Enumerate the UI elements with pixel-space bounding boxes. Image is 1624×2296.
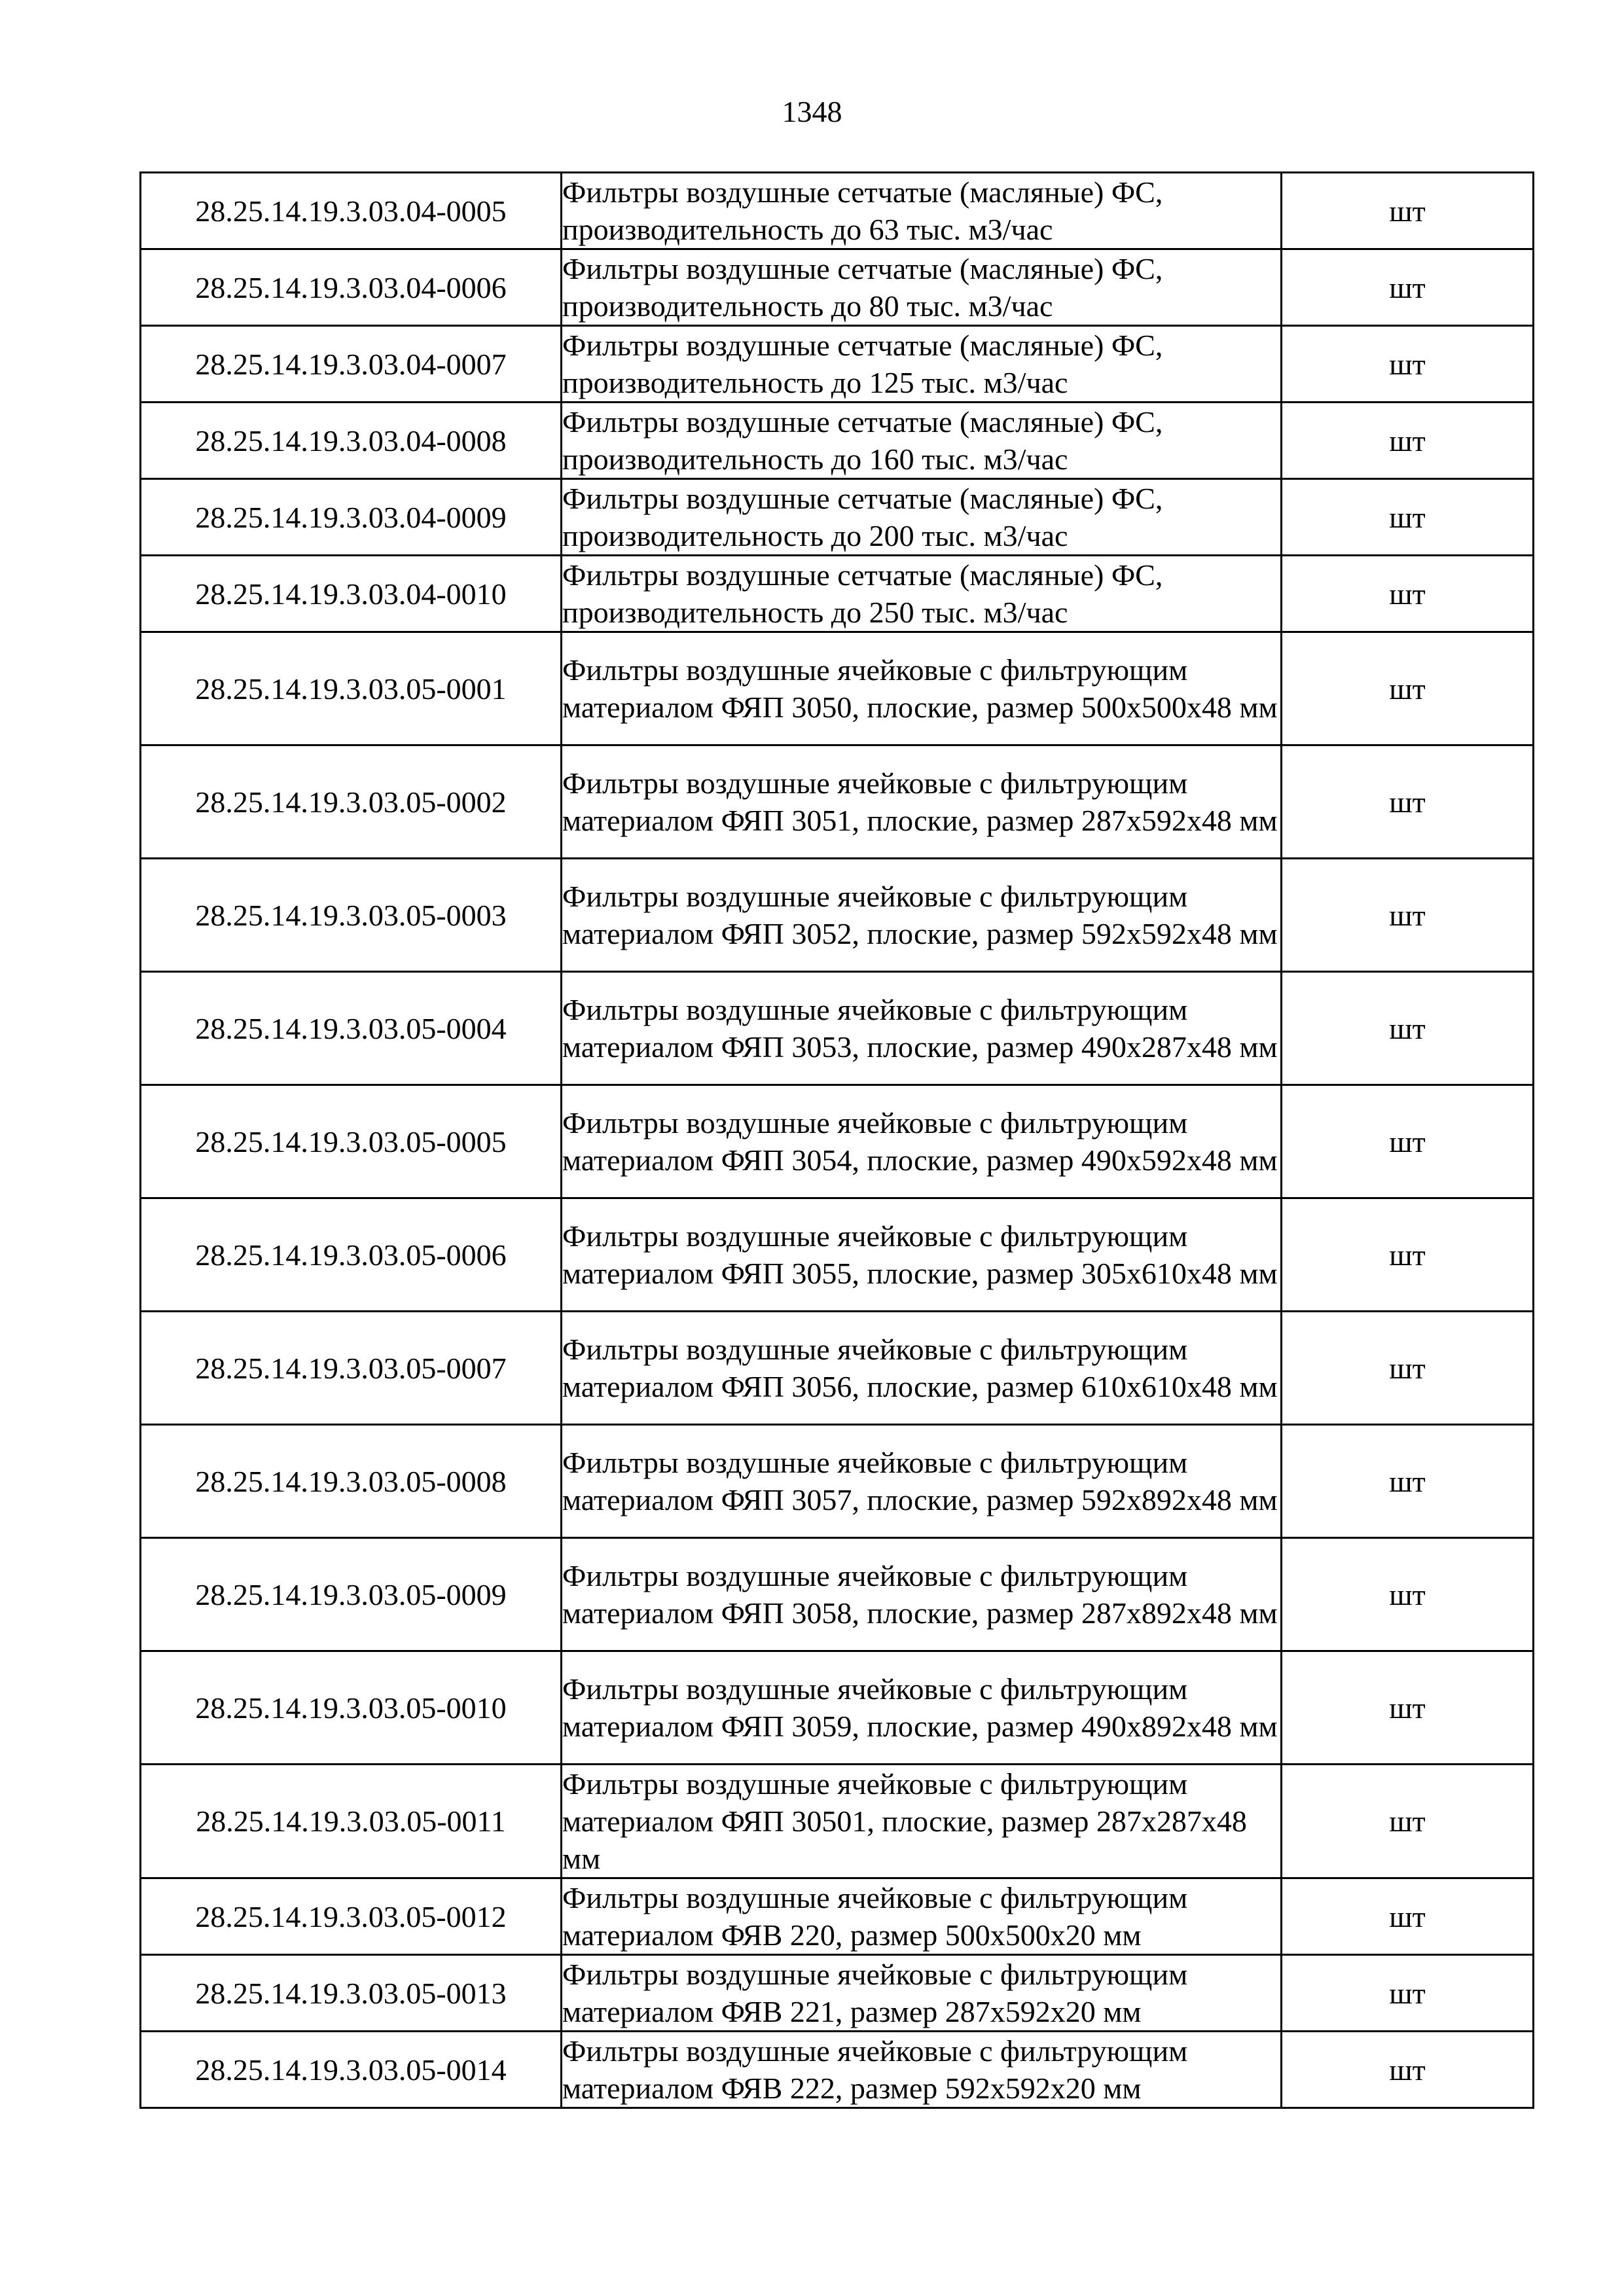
table-row bbox=[141, 1198, 1534, 1312]
item-unit: шт bbox=[1282, 556, 1534, 632]
item-description: Фильтры воздушные ячейковые с фильтрующим материалом ФЯП 3053, плоские, размер 490х287х48 мм bbox=[562, 972, 1282, 1085]
table-row bbox=[141, 1765, 1534, 1878]
item-unit: шт bbox=[1282, 745, 1534, 859]
item-description: Фильтры воздушные ячейковые с фильтрующим материалом ФЯП 3051, плоские, размер 287х592х48 мм bbox=[562, 745, 1282, 859]
item-description: Фильтры воздушные ячейковые с фильтрующим материалом ФЯП 3052, плоские, размер 592х592х48 мм bbox=[562, 859, 1282, 972]
item-code: 28.25.14.19.3.03.04-0005 bbox=[141, 173, 562, 249]
item-unit: шт bbox=[1282, 1651, 1534, 1765]
page-number: 1348 bbox=[782, 95, 842, 128]
item-unit: шт bbox=[1282, 632, 1534, 745]
table-row bbox=[141, 1425, 1534, 1538]
item-code: 28.25.14.19.3.03.05-0013 bbox=[141, 1955, 562, 2032]
item-description: Фильтры воздушные ячейковые с фильтрующим материалом ФЯП 3058, плоские, размер 287х892х48 мм bbox=[562, 1538, 1282, 1651]
item-description: Фильтры воздушные ячейковые с фильтрующим материалом ФЯП 3056, плоские, размер 610х610х48 мм bbox=[562, 1312, 1282, 1425]
item-unit: шт bbox=[1282, 972, 1534, 1085]
item-unit: шт bbox=[1282, 1765, 1534, 1878]
table-row bbox=[141, 2032, 1534, 2108]
table-row bbox=[141, 403, 1534, 479]
item-description: Фильтры воздушные сетчатые (масляные) ФС, производительность до 80 тыс. м3/час bbox=[562, 249, 1282, 326]
table-row bbox=[141, 1085, 1534, 1198]
item-unit: шт bbox=[1282, 1425, 1534, 1538]
item-unit: шт bbox=[1282, 1878, 1534, 1955]
table-row bbox=[141, 173, 1534, 249]
item-unit: шт bbox=[1282, 1538, 1534, 1651]
item-unit: шт bbox=[1282, 859, 1534, 972]
item-code: 28.25.14.19.3.03.04-0009 bbox=[141, 479, 562, 556]
item-code: 28.25.14.19.3.03.05-0004 bbox=[141, 972, 562, 1085]
item-description: Фильтры воздушные сетчатые (масляные) ФС, производительность до 250 тыс. м3/час bbox=[562, 556, 1282, 632]
item-unit: шт bbox=[1282, 326, 1534, 403]
table-row bbox=[141, 326, 1534, 403]
table-row bbox=[141, 1878, 1534, 1955]
item-description: Фильтры воздушные ячейковые с фильтрующим материалом ФЯП 3055, плоские, размер 305х610х48 мм bbox=[562, 1198, 1282, 1312]
item-unit: шт bbox=[1282, 2032, 1534, 2108]
item-code: 28.25.14.19.3.03.05-0010 bbox=[141, 1651, 562, 1765]
table-row bbox=[141, 1312, 1534, 1425]
table-row bbox=[141, 745, 1534, 859]
item-code: 28.25.14.19.3.03.04-0007 bbox=[141, 326, 562, 403]
item-description: Фильтры воздушные сетчатые (масляные) ФС, производительность до 200 тыс. м3/час bbox=[562, 479, 1282, 556]
item-code: 28.25.14.19.3.03.05-0014 bbox=[141, 2032, 562, 2108]
item-description: Фильтры воздушные ячейковые с фильтрующим материалом ФЯП 3057, плоские, размер 592х892х48 мм bbox=[562, 1425, 1282, 1538]
item-description: Фильтры воздушные ячейковые с фильтрующим материалом ФЯВ 220, размер 500х500х20 мм bbox=[562, 1878, 1282, 1955]
table-row bbox=[141, 1538, 1534, 1651]
item-code: 28.25.14.19.3.03.05-0007 bbox=[141, 1312, 562, 1425]
item-code: 28.25.14.19.3.03.05-0003 bbox=[141, 859, 562, 972]
table-row bbox=[141, 249, 1534, 326]
item-unit: шт bbox=[1282, 249, 1534, 326]
item-unit: шт bbox=[1282, 403, 1534, 479]
item-description: Фильтры воздушные ячейковые с фильтрующим материалом ФЯП 3059, плоские, размер 490х892х48 мм bbox=[562, 1651, 1282, 1765]
item-description: Фильтры воздушные ячейковые с фильтрующим материалом ФЯП 30501, плоские, размер 287х287х48 мм bbox=[562, 1765, 1282, 1878]
table-row bbox=[141, 1651, 1534, 1765]
item-unit: шт bbox=[1282, 1312, 1534, 1425]
item-description: Фильтры воздушные ячейковые с фильтрующим материалом ФЯВ 222, размер 592х592х20 мм bbox=[562, 2032, 1282, 2108]
item-code: 28.25.14.19.3.03.04-0008 bbox=[141, 403, 562, 479]
item-code: 28.25.14.19.3.03.05-0009 bbox=[141, 1538, 562, 1651]
item-code: 28.25.14.19.3.03.05-0008 bbox=[141, 1425, 562, 1538]
item-unit: шт bbox=[1282, 1198, 1534, 1312]
item-code: 28.25.14.19.3.03.05-0011 bbox=[141, 1765, 562, 1878]
table-row bbox=[141, 972, 1534, 1085]
item-description: Фильтры воздушные сетчатые (масляные) ФС, производительность до 160 тыс. м3/час bbox=[562, 403, 1282, 479]
item-description: Фильтры воздушные сетчатые (масляные) ФС, производительность до 125 тыс. м3/час bbox=[562, 326, 1282, 403]
item-description: Фильтры воздушные ячейковые с фильтрующим материалом ФЯВ 221, размер 287х592х20 мм bbox=[562, 1955, 1282, 2032]
item-unit: шт bbox=[1282, 1085, 1534, 1198]
table-row bbox=[141, 556, 1534, 632]
catalog-table bbox=[139, 171, 1534, 2109]
item-description: Фильтры воздушные ячейковые с фильтрующим материалом ФЯП 3050, плоские, размер 500х500х48 мм bbox=[562, 632, 1282, 745]
item-unit: шт bbox=[1282, 1955, 1534, 2032]
table-row bbox=[141, 479, 1534, 556]
item-code: 28.25.14.19.3.03.05-0001 bbox=[141, 632, 562, 745]
item-description: Фильтры воздушные сетчатые (масляные) ФС, производительность до 63 тыс. м3/час bbox=[562, 173, 1282, 249]
item-unit: шт bbox=[1282, 173, 1534, 249]
table-row bbox=[141, 1955, 1534, 2032]
item-description: Фильтры воздушные ячейковые с фильтрующим материалом ФЯП 3054, плоские, размер 490х592х48 мм bbox=[562, 1085, 1282, 1198]
item-unit: шт bbox=[1282, 479, 1534, 556]
item-code: 28.25.14.19.3.03.05-0006 bbox=[141, 1198, 562, 1312]
item-code: 28.25.14.19.3.03.04-0006 bbox=[141, 249, 562, 326]
table-row bbox=[141, 859, 1534, 972]
item-code: 28.25.14.19.3.03.05-0012 bbox=[141, 1878, 562, 1955]
item-code: 28.25.14.19.3.03.05-0005 bbox=[141, 1085, 562, 1198]
table-row bbox=[141, 632, 1534, 745]
item-code: 28.25.14.19.3.03.04-0010 bbox=[141, 556, 562, 632]
item-code: 28.25.14.19.3.03.05-0002 bbox=[141, 745, 562, 859]
